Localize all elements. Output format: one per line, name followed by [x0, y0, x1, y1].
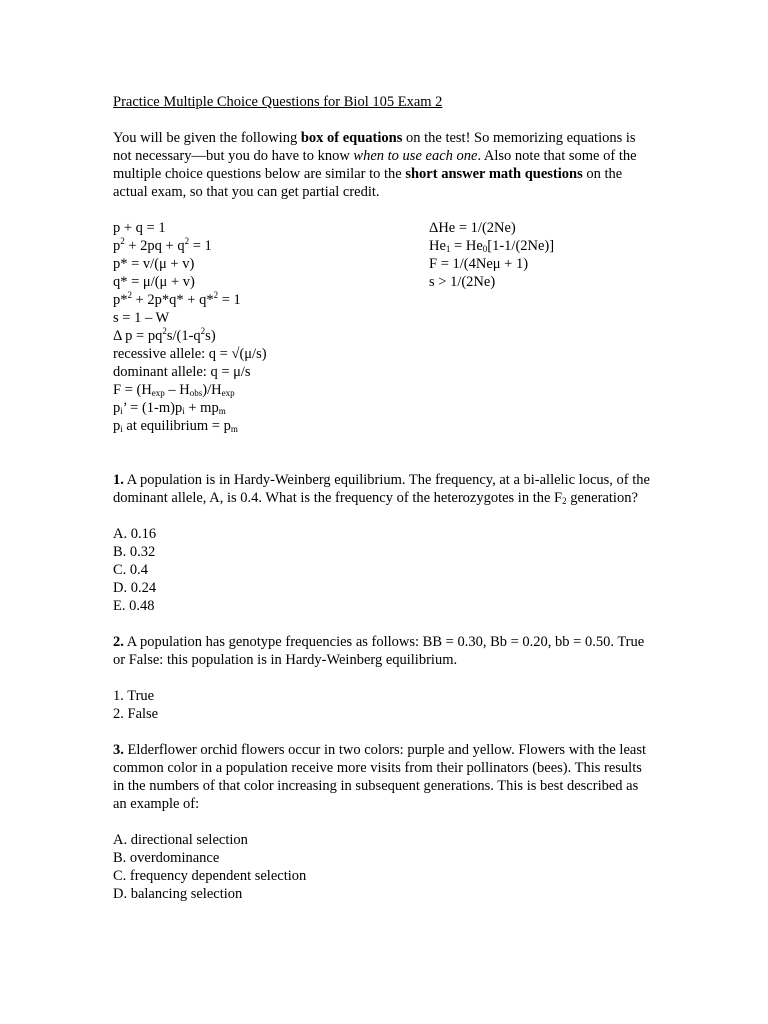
document-title: Practice Multiple Choice Questions for Biol 105 Exam 2: [113, 94, 443, 110]
intro-bold-short-answer: short answer math questions: [405, 166, 583, 182]
question-2-option-true[interactable]: 1. True: [113, 688, 155, 704]
intro-italic-when-to-use: when to use each one: [353, 148, 478, 164]
question-3-option-d[interactable]: D. balancing selection: [113, 886, 243, 902]
equation-he-drift: $He_1 = He_0[1-1/(2Ne)]$: [429, 238, 555, 254]
intro-text-2: on the test! So memorizing equations is not necessary—but you do have to know: [113, 130, 636, 164]
question-3: 3. Elderflower orchid flowers occur in two colors: purple and yellow. Flowers with the least common color in a population receive more visits from their pollinators (bees). This results in the numbers of that color increasing in subsequent generations. This is best described as an example of:: [113, 742, 647, 812]
equation-allele-sum: p + q = 1: [113, 220, 166, 236]
question-1-option-b[interactable]: B. 0.32: [113, 544, 156, 560]
question-1: 1. A population is in Hardy-Weinberg equilibrium. The frequency, at a bi-allelic locus, of the dominant allele, A, is 0.4. What is the frequency of the heterozygotes in the $F_2$ generation?: [113, 472, 650, 506]
question-2: 2. A population has genotype frequencies as follows: BB = 0.30, Bb = 0.20, bb = 0.50. True or False: this population is in Hardy-Weinberg equilibrium.: [113, 634, 645, 668]
equation-column-left: [113, 219, 267, 435]
question-3-option-a[interactable]: A. directional selection: [113, 832, 248, 848]
equation-selection-coefficient: s = 1 – W: [113, 310, 170, 326]
equation-dominant-allele: dominant allele: q = μ/s: [113, 364, 251, 380]
equation-migration-equilibrium: $p_i$ at equilibrium = $p_m$: [113, 418, 238, 434]
intro-text-4: on the actual exam, so that you can get partial credit.: [113, 166, 623, 200]
question-1-option-a[interactable]: A. 0.16: [113, 526, 157, 542]
equation-box: [113, 219, 653, 435]
equation-hardy-weinberg: $p^2 + 2pq + q^2 = 1$: [113, 236, 212, 254]
equation-selection-vs-drift: s > 1/(2Ne): [429, 274, 496, 290]
question-2-options: [113, 687, 653, 723]
equation-f-mutation-drift: F = 1/(4Neμ + 1): [429, 256, 529, 272]
equation-column-right: [429, 219, 554, 291]
question-3-options: [113, 831, 653, 903]
question-2-number: 2.: [113, 634, 124, 650]
equation-q-star: q* = μ/(μ + v): [113, 274, 195, 290]
question-3-option-b[interactable]: B. overdominance: [113, 850, 220, 866]
document-page: [113, 93, 653, 903]
intro-text-1: You will be given the following: [113, 130, 301, 146]
question-2-option-false[interactable]: 2. False: [113, 706, 159, 722]
equation-p-star: p* = v/(μ + v): [113, 256, 195, 272]
intro-bold-box-of-equations: box of equations: [300, 130, 403, 146]
question-1-number: 1.: [113, 472, 124, 488]
equation-migration: $p_i$’ = $(1-m)p_i + mp_m$: [113, 400, 226, 416]
equation-hw-equilibrium-star: p*$^2$ + 2p*q* + q*$^2$ = 1: [113, 290, 241, 308]
equation-recessive-allele: recessive allele: q = √(μ/s): [113, 346, 267, 362]
intro-text-3: . Also note that some of the multiple choice questions below are similar to the: [113, 148, 637, 182]
question-3-option-c[interactable]: C. frequency dependent selection: [113, 868, 307, 884]
question-3-number: 3.: [113, 742, 124, 758]
equation-delta-p: Δ $p = pq^2s/(1-q^2s)$: [113, 326, 216, 344]
question-1-options: [113, 525, 653, 615]
equation-inbreeding-f: $F = (H_{exp} - H_{obs})/H_{exp}$: [113, 382, 235, 398]
question-1-option-d[interactable]: D. 0.24: [113, 580, 157, 596]
question-1-option-e[interactable]: E. 0.48: [113, 598, 155, 614]
equation-delta-he: ΔHe = 1/(2Ne): [429, 220, 516, 236]
question-1-option-c[interactable]: C. 0.4: [113, 562, 149, 578]
intro-paragraph: [113, 129, 653, 201]
